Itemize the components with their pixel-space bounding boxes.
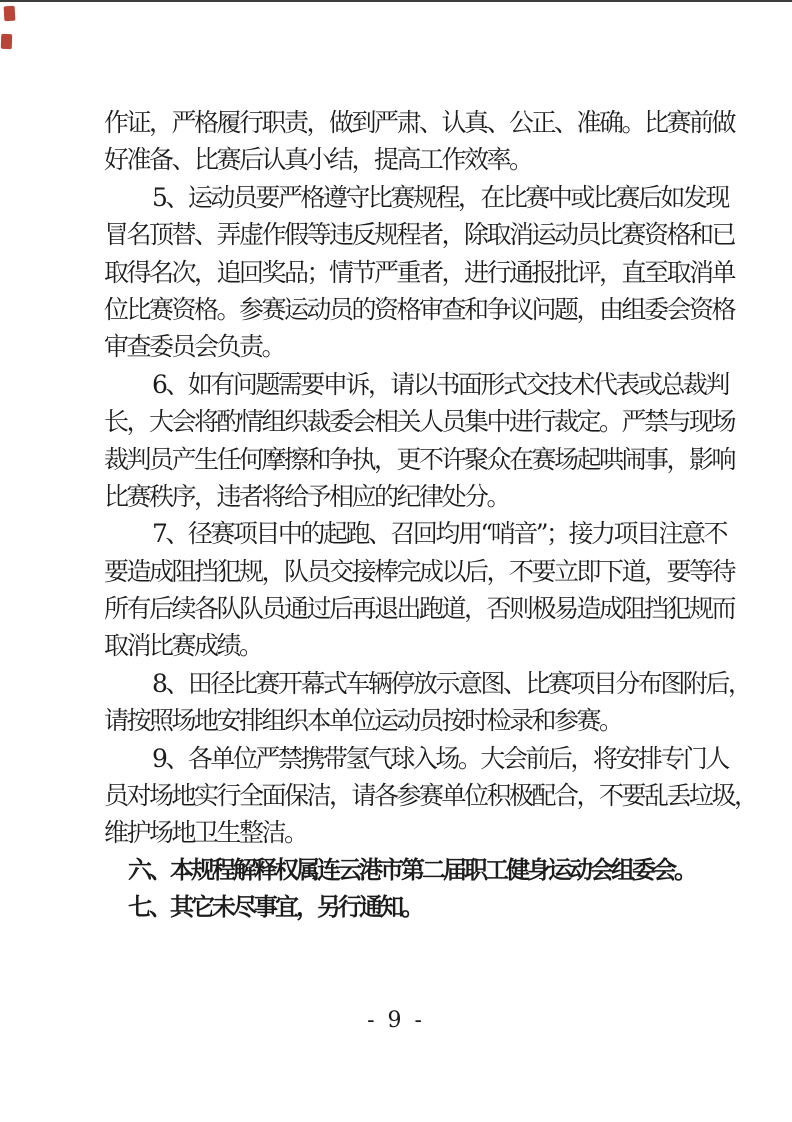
document-body — [104, 104, 757, 927]
text-line: 取消比赛成绩。 — [104, 631, 262, 661]
text-line: 9、各单位严禁携带氢气球入场。大会前后，将安排专门人 — [152, 743, 728, 773]
text-line: 比赛秩序，违者将给予相应的纪律处分。 — [104, 481, 510, 511]
text-line: 作证，严格履行职责，做到严肃、认真、公正、准确。比赛前做 — [104, 108, 735, 137]
text-line: 请按照场地安排组织本单位运动员按时检录和参赛。 — [104, 706, 622, 736]
text-line: 维护场地卫生整洁。 — [104, 818, 307, 848]
text-line: 要造成阻挡犯规，队员交接棒完成以后，不要立即下道，要等待 — [104, 556, 735, 586]
text-line: 七、其它未尽事宜，另行通知。 — [128, 893, 422, 922]
text-line: 裁判员产生任何摩擦和争执，更不许聚众在赛场起哄闹事，影响 — [104, 444, 735, 474]
text-line: 所有后续各队队员通过后再退出跑道，否则极易造成阻挡犯规而 — [104, 594, 735, 624]
text-line: 位比赛资格。参赛运动员的资格审查和争议问题，由组委会资格 — [104, 294, 735, 324]
text-line: 六、本规程解释权属连云港市第二届职工健身运动会组委会。 — [128, 855, 695, 884]
text-line: 7、径赛项目中的起跑、召回均用“哨音”；接力项目注意不 — [152, 519, 726, 549]
red-annotation-mark-2 — [1, 34, 13, 49]
text-line: 审查委员会负责。 — [104, 332, 285, 362]
text-line: 好准备、比赛后认真小结，提高工作效率。 — [104, 145, 532, 175]
page-top-edge-line — [0, 0, 792, 2]
text-line: 8、田径比赛开幕式车辆停放示意图、比赛项目分布图附后， — [152, 668, 751, 698]
text-line: 6、如有问题需要申诉，请以书面形式交技术代表或总裁判 — [152, 369, 728, 399]
text-line: 冒名顶替、弄虚作假等违反规程者，除取消运动员比赛资格和已 — [104, 220, 735, 250]
text-line: 长，大会将酌情组织裁委会相关人员集中进行裁定。严禁与现场 — [104, 407, 735, 437]
text-line: 5、运动员要严格遵守比赛规程，在比赛中或比赛后如发现 — [152, 182, 728, 212]
text-line: 员对场地实行全面保洁，请各参赛单位积极配合，不要乱丢垃圾， — [104, 781, 757, 811]
page-number: - 9 - — [367, 1008, 425, 1033]
red-annotation-mark-1 — [4, 6, 16, 22]
text-line: 取得名次，追回奖品；情节严重者，进行通报批评，直至取消单 — [104, 257, 735, 287]
